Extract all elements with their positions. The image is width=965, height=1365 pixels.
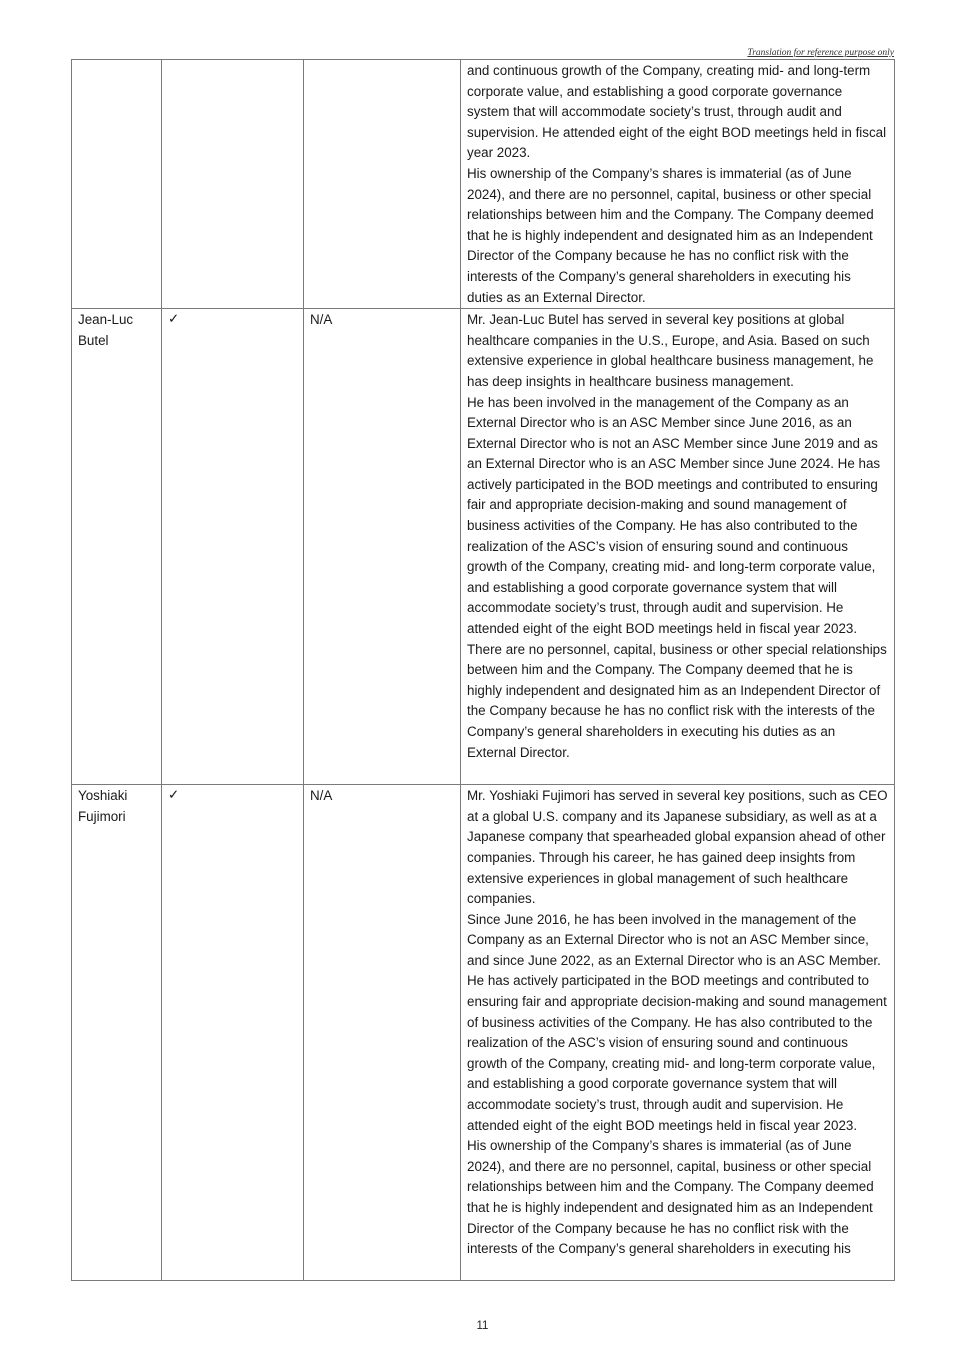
director-name-cell: Yoshiaki Fujimori: [72, 785, 162, 1281]
reason-paragraph: There are no personnel, capital, business or other special relationships between him and the Company. The Company deemed that he is highly independent and designated him as an Independent Director of the Company because he has no conflict risk with the interests of the Company’s general shareholders in executing his duties as an External Director.: [467, 641, 887, 760]
relationship-cell: [304, 60, 461, 309]
directors-table: [71, 59, 895, 1281]
director-name-cell: [72, 60, 162, 309]
reason-paragraph: Mr. Jean-Luc Butel has served in several key positions at global healthcare companies in the U.S., Europe, and Asia. Based on such extensive experience in global healthcare business management, he has deep insights in healthcare business management.: [467, 312, 874, 389]
reason-paragraph: His ownership of the Company’s shares is immaterial (as of June 2024), and there are no personnel, capital, business or other special relationships between him and the Company. The Company deemed that he is highly independent and designated him as an Independent Director of the Company because he has no conflict risk with the interests of the Company’s general shareholders in executing his duties as an External Director.: [467, 165, 874, 305]
reason-paragraph: He has been involved in the management of the Company as an External Director who is an ASC Member since June 2016, as an External Director who is not an ASC Member since June 2019 and as an External Director who is an ASC Member since June 2024. He has actively participated in the BOD meetings and contributed to ensuring fair and appropriate decision-making and sound management of business activities of the Company. He has also contributed to the realization of the ASC’s vision of ensuring sound and continuous growth of the Company, creating mid- and long-term corporate value, and establishing a good corporate governance system that will accommodate society’s trust, through audit and supervision. He attended eight of the eight BOD meetings held in fiscal year 2023.: [467, 394, 881, 637]
reason-paragraph: His ownership of the Company’s shares is immaterial (as of June 2024), and there are no personnel, capital, business or other special relationships between him and the Company. The Company deemed that he is highly independent and designated him as an Independent Director of the Company because he has no conflict risk with the interests of the Company’s general shareholders in executing his: [467, 1138, 874, 1257]
independent-check-cell: [162, 60, 304, 309]
relationship-cell: N/A: [304, 309, 461, 785]
reason-cell: [461, 309, 895, 785]
table-row: [72, 785, 895, 1281]
relationship-cell: N/A: [304, 785, 461, 1281]
table-row: [72, 309, 895, 785]
reason-cell: [461, 60, 895, 309]
translation-note: Translation for reference purpose only: [747, 48, 894, 58]
reason-paragraph: and continuous growth of the Company, creating mid- and long-term corporate value, and establishing a good corporate governance system that will accommodate society’s trust, through audit and supervision. He attended eight of the eight BOD meetings held in fiscal year 2023.: [467, 63, 887, 161]
page-number: 11: [476, 1320, 489, 1332]
independent-check-cell: ✓: [162, 785, 304, 1281]
reason-paragraph: Since June 2016, he has been involved in the management of the Company as an External Director who is not an ASC Member since, and since June 2022, as an External Director who is an ASC Member. He has actively participated in the BOD meetings and contributed to ensuring fair and appropriate decision-making and sound management of business activities of the Company. He has also contributed to the realization of the ASC’s vision of ensuring sound and continuous growth of the Company, creating mid- and long-term corporate value, and establishing a good corporate governance system that will accommodate society’s trust, through audit and supervision. He attended eight of the eight BOD meetings held in fiscal year 2023.: [467, 911, 887, 1133]
reason-cell: [461, 785, 895, 1281]
table-row: [72, 60, 895, 309]
director-name-cell: Jean-Luc Butel: [72, 309, 162, 785]
independent-check-cell: ✓: [162, 309, 304, 785]
reason-paragraph: Mr. Yoshiaki Fujimori has served in several key positions, such as CEO at a global U.S. company and its Japanese subsidiary, as well as at a Japanese company that spearheaded global expansion ahead of other companies. Through his career, he has gained deep insights from extensive experiences in global management of such healthcare companies.: [467, 788, 888, 907]
